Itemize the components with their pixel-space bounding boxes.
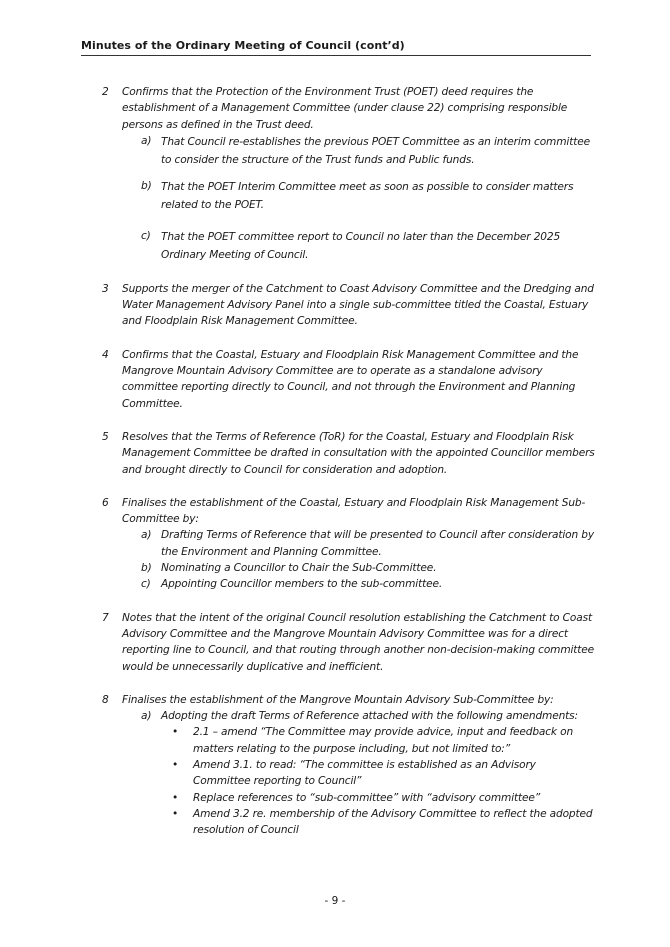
sub-item-text: That the POET committee report to Council no later than the December 2025 Ordinary Meeting of Council. <box>161 230 561 262</box>
amendment-item: • Amend 3.2 re. membership of the Advisory Committee to reflect the adopted resolution of Council <box>172 807 593 837</box>
resolution-item-8 <box>81 692 595 839</box>
resolution-item-7 <box>81 610 595 675</box>
sub-item-letter: c) <box>141 229 151 242</box>
item-number: 5 <box>102 430 109 443</box>
item-text: Notes that the intent of the original Council resolution establishing the Catchment to Coast Advisory Committee and the Mangrove Mountain Advisory Committee was for a direct reporting line to Council, and that routing through another non-decision-making committee would be unnecessarily duplicative and inefficient. <box>122 611 595 673</box>
sub-item-b <box>122 178 595 215</box>
amendment-item: • 2.1 – amend “The Committee may provide advice, input and feedback on matters relating to the purpose including, but not limited to:” <box>172 726 574 755</box>
sub-item-letter: a) <box>141 134 152 147</box>
item-text: Finalises the establishment of the Coastal, Estuary and Floodplain Risk Management Sub-Committee by: <box>122 496 586 526</box>
item-text: Confirms that the Coastal, Estuary and Floodplain Risk Management Committee and the Mangrove Mountain Advisory Committee are to operate as a standalone advisory committee reporting directly to Council, and not through the Environment and Planning Committee. <box>122 348 579 410</box>
resolution-item-5 <box>81 429 595 478</box>
bullet-icon: • <box>172 726 179 739</box>
resolution-item-4 <box>81 347 595 412</box>
sub-item-c <box>122 576 595 592</box>
sub-item-text: Nominating a Councillor to Chair the Sub-Committee. <box>161 562 437 575</box>
resolution-item-2 <box>81 84 595 265</box>
resolution-item-6 <box>81 495 595 593</box>
resolution-item-3 <box>81 281 595 330</box>
sub-item-text: That Council re-establishes the previous POET Committee as an interim committee to consider the structure of the Trust funds and Public funds. <box>161 135 590 167</box>
item-number: 7 <box>102 611 109 624</box>
item-number: 2 <box>102 86 109 98</box>
item-text: Confirms that the Protection of the Environment Trust (POET) deed requires the establishment of a Management Committee (under clause 22) comprising responsible persons as defined in the Trust deed. <box>122 86 568 131</box>
sub-item-a <box>122 133 595 170</box>
minutes-body <box>81 84 595 856</box>
sub-item-letter: b) <box>141 562 152 575</box>
sub-item-letter: c) <box>141 578 151 591</box>
sub-item-letter: a) <box>141 529 152 542</box>
page-header: Minutes of the Ordinary Meeting of Council (cont’d) <box>81 39 591 56</box>
sub-item-a <box>122 527 595 560</box>
sub-item-letter: a) <box>141 710 152 723</box>
sub-item-text: Appointing Councillor members to the sub-committee. <box>161 578 443 591</box>
sub-item-c <box>122 228 595 265</box>
amendment-list <box>161 724 595 838</box>
sub-item-letter: b) <box>141 179 152 192</box>
item-number: 3 <box>102 282 109 295</box>
item-number: 4 <box>102 348 109 361</box>
amendment-item: • Replace references to “sub-committee” with “advisory committee” <box>193 790 595 806</box>
sub-item-text: Drafting Terms of Reference that will be presented to Council after consideration by the Environment and Planning Committee. <box>161 529 594 558</box>
item-text: Resolves that the Terms of Reference (ToR) for the Coastal, Estuary and Floodplain Risk Management Committee be drafted in consultation with the appointed Councillor members and brought directly to Council for consideration and adoption. <box>122 430 595 476</box>
item-text: Finalises the establishment of the Mangrove Mountain Advisory Sub-Committee by: <box>122 693 554 706</box>
sub-item-b <box>122 560 595 576</box>
item-number: 8 <box>102 693 109 706</box>
item-text: Supports the merger of the Catchment to Coast Advisory Committee and the Dredging and Water Management Advisory Panel into a single sub-committee titled the Coastal, Estuary and Floodplain Risk Management Committee. <box>122 282 594 328</box>
bullet-icon: • <box>172 759 179 772</box>
sub-item-a <box>122 708 595 838</box>
bullet-icon: • <box>172 807 179 820</box>
sub-item-text: That the POET Interim Committee meet as soon as possible to consider matters related to the POET. <box>161 180 574 212</box>
amendment-item: • Amend 3.1. to read: “The committee is established as an Advisory Committee reporting to Council” <box>172 759 536 788</box>
sub-item-text: Adopting the draft Terms of Reference attached with the following amendments: <box>161 710 578 723</box>
item-number: 6 <box>102 496 109 509</box>
bullet-icon: • <box>172 791 179 804</box>
page-number: - 9 - <box>324 895 346 907</box>
